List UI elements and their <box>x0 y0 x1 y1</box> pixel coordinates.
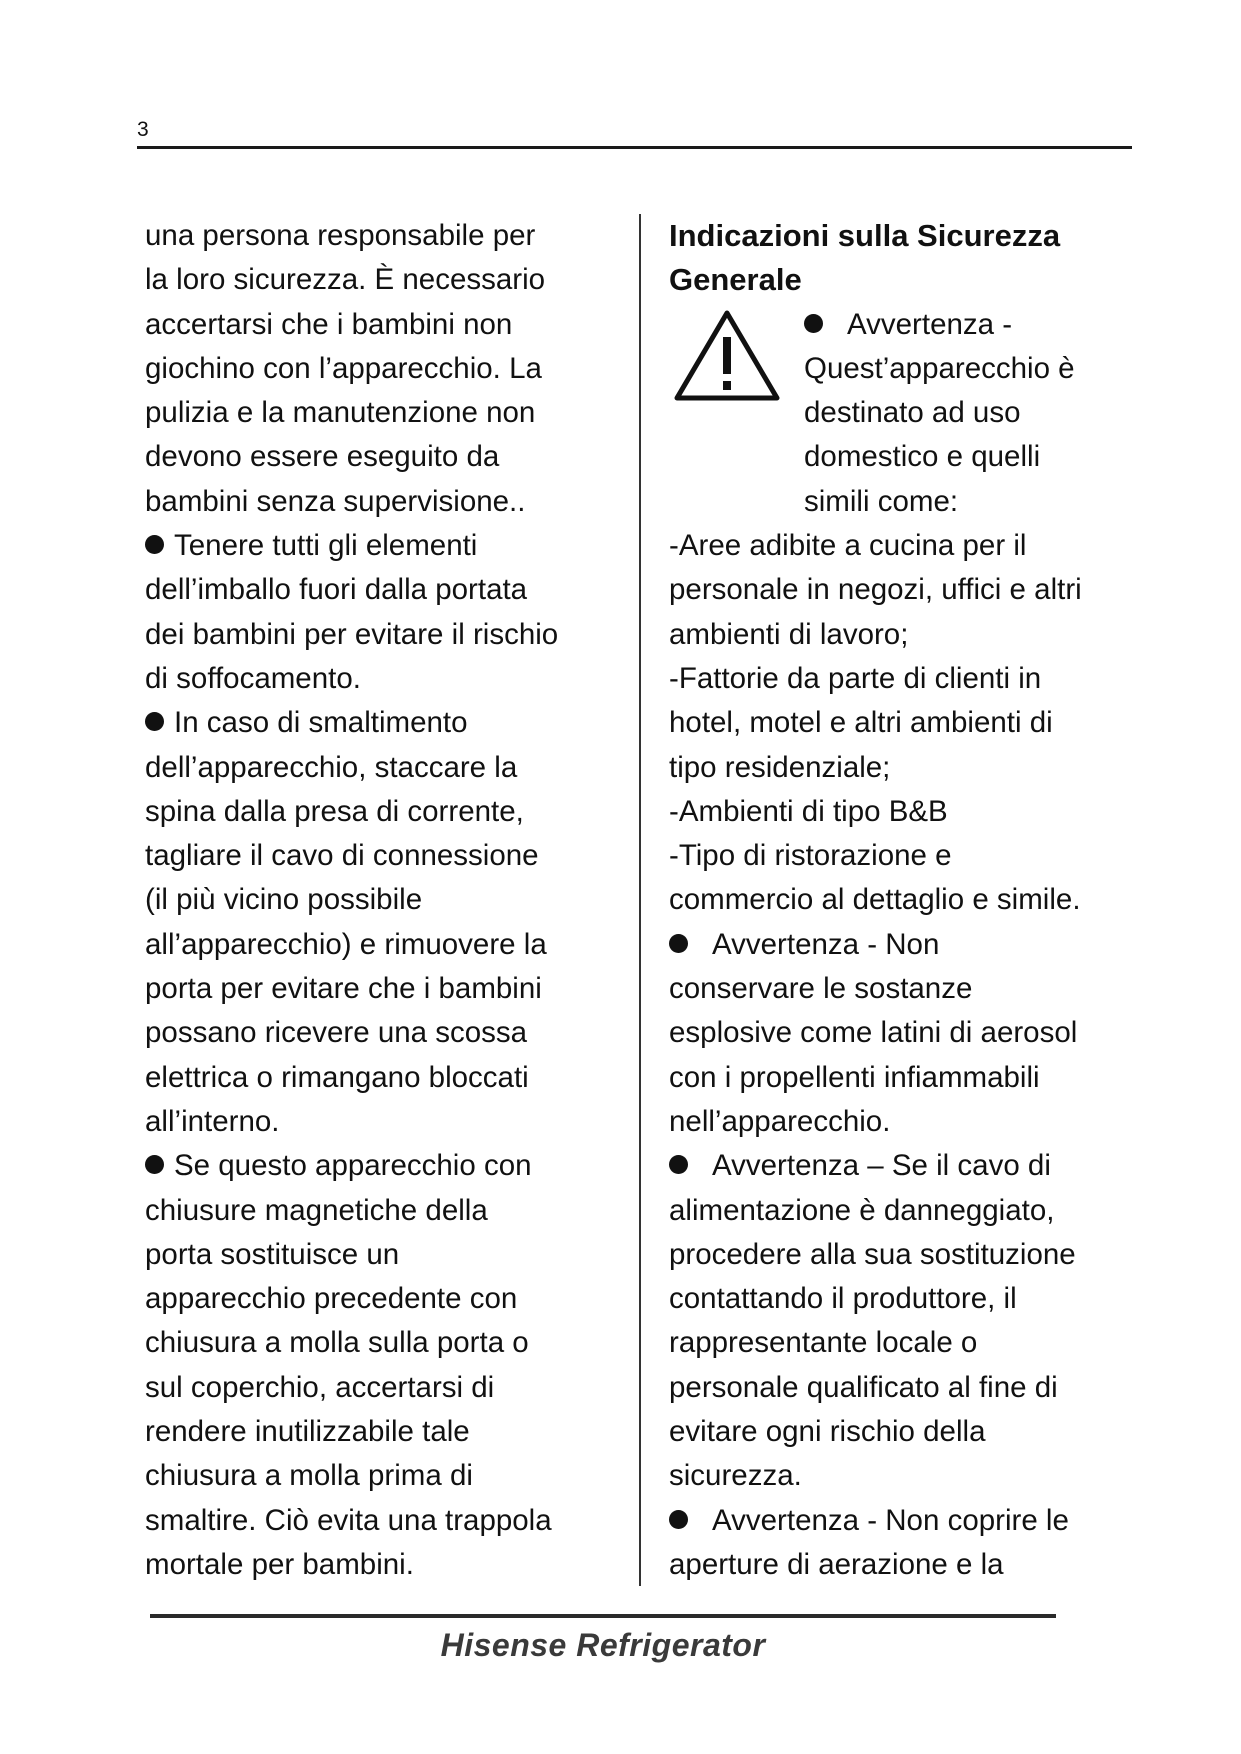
bullet-icon <box>669 1510 688 1529</box>
line-text: all’interno. <box>145 1104 280 1138</box>
line-text: dell’imballo fuori dalla portata <box>145 573 528 607</box>
text-line <box>669 967 1139 1011</box>
text-line <box>669 701 1139 745</box>
line-text: spina dalla presa di corrente, <box>145 794 524 828</box>
line-text: all’apparecchio) e rimuovere la <box>145 927 547 961</box>
line-text: porta sostituisce un <box>145 1237 400 1271</box>
text-line <box>145 1144 615 1188</box>
line-text: In caso di smaltimento <box>174 706 468 740</box>
text-line <box>145 1100 615 1144</box>
line-text: hotel, motel e altri ambienti di <box>669 706 1053 740</box>
footer-rule <box>150 1614 1056 1618</box>
text-line <box>145 258 615 302</box>
text-line <box>145 746 615 790</box>
line-text: contattando il produttore, il <box>669 1282 1017 1316</box>
line-text: di soffocamento. <box>145 661 361 695</box>
warning-text-line <box>804 303 1075 347</box>
line-text: elettrica o rimangano bloccati <box>145 1060 529 1094</box>
line-text: -Fattorie da parte di clienti in <box>669 661 1042 695</box>
text-line <box>669 1454 1139 1498</box>
text-line <box>669 568 1139 612</box>
bullet-icon <box>145 535 164 554</box>
line-text: accertarsi che i bambini non <box>145 307 513 341</box>
line-text: -Ambienti di tipo B&B <box>669 794 948 828</box>
warning-text-line <box>804 391 1075 435</box>
text-line <box>669 923 1139 967</box>
warning-text-line <box>804 480 1075 524</box>
line-text: Se questo apparecchio con <box>174 1149 532 1183</box>
line-text: conservare le sostanze <box>669 972 973 1006</box>
line-text: giochino con l’apparecchio. La <box>145 351 542 385</box>
header-rule <box>137 146 1132 149</box>
line-text: aperture di aerazione e la <box>669 1547 1004 1581</box>
text-line <box>145 613 615 657</box>
line-text: commercio al dettaglio e simile. <box>669 883 1081 917</box>
right-lines <box>669 524 1139 1587</box>
text-line <box>145 1189 615 1233</box>
bullet-icon <box>145 712 164 731</box>
line-text: dell’apparecchio, staccare la <box>145 750 518 784</box>
warning-text-line <box>804 347 1075 391</box>
text-line <box>145 1011 615 1055</box>
text-line <box>145 790 615 834</box>
text-line <box>669 524 1139 568</box>
text-line <box>669 613 1139 657</box>
line-text: simili come: <box>804 484 959 518</box>
text-line <box>145 524 615 568</box>
line-text: mortale per bambini. <box>145 1547 414 1581</box>
line-text: la loro sicurezza. È necessario <box>145 263 546 297</box>
line-text: apparecchio precedente con <box>145 1282 518 1316</box>
text-line <box>669 1321 1139 1365</box>
bullet-icon <box>669 934 688 953</box>
line-text: domestico e quelli <box>804 440 1041 474</box>
line-text: alimentazione è danneggiato, <box>669 1193 1055 1227</box>
text-line <box>145 347 615 391</box>
line-text: una persona responsabile per <box>145 219 536 252</box>
line-text: Avvertenza - <box>847 307 1013 341</box>
line-text: destinato ad uso <box>804 396 1021 430</box>
line-text: Avvertenza - Non <box>712 927 940 961</box>
text-line <box>145 1454 615 1498</box>
line-text: Avvertenza - Non coprire le <box>712 1503 1069 1537</box>
line-text: devono essere eseguito da <box>145 440 500 474</box>
text-line <box>669 1056 1139 1100</box>
text-line <box>145 1277 615 1321</box>
column-divider <box>639 214 641 1586</box>
text-line <box>669 1277 1139 1321</box>
line-text: possano ricevere una scossa <box>145 1016 528 1050</box>
text-line <box>669 1144 1139 1188</box>
text-line <box>669 1410 1139 1454</box>
text-line <box>669 878 1139 922</box>
text-line <box>145 1056 615 1100</box>
line-text: porta per evitare che i bambini <box>145 972 542 1006</box>
text-line <box>145 480 615 524</box>
section-heading-line1: Indicazioni sulla Sicurezza <box>669 218 1061 253</box>
line-text: chiusure magnetiche della <box>145 1193 488 1227</box>
line-text: (il più vicino possibile <box>145 883 423 917</box>
text-line <box>669 1189 1139 1233</box>
line-text: nell’apparecchio. <box>669 1104 891 1138</box>
text-line <box>669 1499 1139 1543</box>
line-text: procedere alla sua sostituzione <box>669 1237 1076 1271</box>
warning-text-line <box>804 435 1075 479</box>
text-line <box>145 1499 615 1543</box>
text-line <box>669 657 1139 701</box>
warning-block <box>669 303 1139 525</box>
text-line <box>669 1543 1139 1587</box>
text-line <box>145 435 615 479</box>
text-line <box>669 1011 1139 1055</box>
line-text: personale qualificato al fine di <box>669 1370 1058 1404</box>
page-number: 3 <box>137 118 149 141</box>
line-text: rappresentante locale o <box>669 1326 978 1360</box>
line-text: personale in negozi, uffici e altri <box>669 573 1082 607</box>
text-line <box>145 303 615 347</box>
left-column <box>145 214 615 1587</box>
warning-triangle-icon <box>672 307 782 405</box>
text-line <box>145 1543 615 1587</box>
line-text: Quest’apparecchio è <box>804 351 1075 385</box>
text-line <box>145 923 615 967</box>
line-text: pulizia e la manutenzione non <box>145 396 536 430</box>
line-text: bambini senza supervisione.. <box>145 484 526 518</box>
line-text: Tenere tutti gli elementi <box>174 529 478 563</box>
text-line <box>145 391 615 435</box>
line-text: ambienti di lavoro; <box>669 617 909 651</box>
line-text: sicurezza. <box>669 1459 802 1493</box>
line-text: evitare ogni rischio della <box>669 1415 986 1449</box>
text-line <box>145 834 615 878</box>
line-text: Avvertenza – Se il cavo di <box>712 1149 1051 1183</box>
text-line <box>145 1410 615 1454</box>
bullet-icon <box>804 314 823 333</box>
line-text: tipo residenziale; <box>669 750 891 784</box>
line-text: -Tipo di ristorazione e <box>669 839 952 873</box>
line-text: dei bambini per evitare il rischio <box>145 617 559 651</box>
text-line <box>145 214 615 258</box>
text-line <box>669 790 1139 834</box>
line-text: tagliare il cavo di connessione <box>145 839 539 873</box>
warning-lines <box>804 303 1075 524</box>
text-line <box>145 657 615 701</box>
line-text: con i propellenti infiammabili <box>669 1060 1040 1094</box>
line-text: rendere inutilizzabile tale <box>145 1415 470 1449</box>
text-line <box>145 1233 615 1277</box>
text-line <box>669 1366 1139 1410</box>
bullet-icon <box>145 1155 164 1174</box>
line-text: -Aree adibite a cucina per il <box>669 529 1027 563</box>
text-line <box>669 1100 1139 1144</box>
line-text: esplosive come latini di aerosol <box>669 1016 1078 1050</box>
text-line <box>145 1321 615 1365</box>
bullet-icon <box>669 1155 688 1174</box>
text-line <box>145 1366 615 1410</box>
left-lines <box>145 214 615 1587</box>
footer-brand-logo: Hisense Refrigerator <box>440 1627 766 1663</box>
line-text: smaltire. Ciò evita una trappola <box>145 1503 552 1537</box>
text-line <box>669 834 1139 878</box>
right-column <box>669 214 1139 1587</box>
text-line <box>669 1233 1139 1277</box>
text-line <box>145 701 615 745</box>
line-text: sul coperchio, accertarsi di <box>145 1370 495 1404</box>
line-text: chiusura a molla prima di <box>145 1459 473 1493</box>
line-text: chiusura a molla sulla porta o <box>145 1326 529 1360</box>
text-line <box>145 568 615 612</box>
section-heading-line2: Generale <box>669 262 802 298</box>
text-line <box>145 878 615 922</box>
text-line <box>145 967 615 1011</box>
text-line <box>669 746 1139 790</box>
